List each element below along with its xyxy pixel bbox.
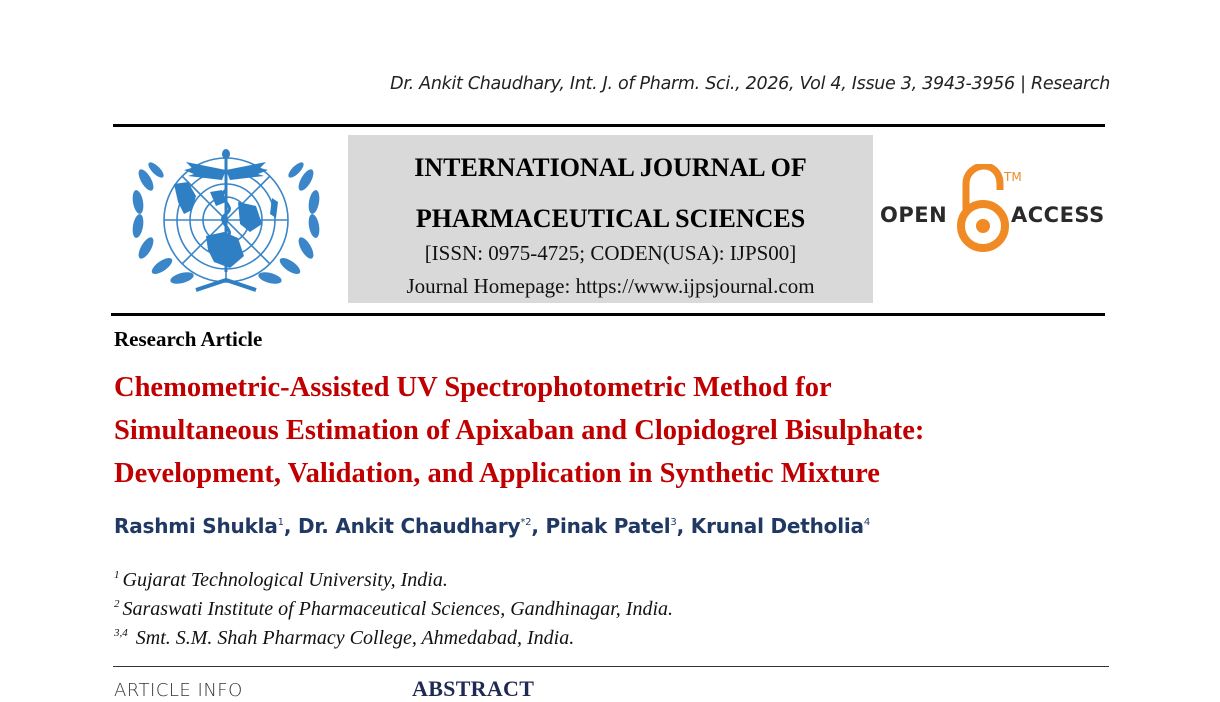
affiliation-text: Smt. S.M. Shah Pharmacy College, Ahmedabad, India.	[130, 627, 575, 649]
author-separator: ,	[676, 514, 691, 538]
author-affiliation-marker: 4	[863, 517, 871, 528]
affiliation-list	[114, 566, 673, 653]
trademark-mark: TM	[1004, 170, 1022, 184]
article-title-line: Development, Validation, and Application in Synthetic Mixture	[114, 458, 880, 489]
affiliation-marker: 2	[114, 598, 120, 610]
affiliation-marker: 3,4	[114, 627, 128, 639]
article-title-line: Simultaneous Estimation of Apixaban and Clopidogrel Bisulphate:	[114, 415, 925, 446]
header-rule-top	[113, 124, 1105, 127]
affiliation-item	[114, 624, 673, 653]
affiliation-item	[114, 595, 673, 624]
author-name[interactable]: Dr. Ankit Chaudhary	[297, 514, 521, 538]
section-divider	[113, 666, 1109, 667]
journal-emblem-icon	[126, 140, 326, 305]
author-name[interactable]: Rashmi Shukla	[114, 514, 278, 538]
affiliation-item	[114, 566, 673, 595]
journal-masthead	[348, 135, 873, 303]
journal-title-line1: INTERNATIONAL JOURNAL OF	[414, 153, 807, 182]
article-title	[114, 366, 1104, 495]
journal-issn: [ISSN: 0975-4725; CODEN(USA): IJPS00]	[424, 241, 797, 265]
author-name[interactable]: Krunal Detholia	[690, 514, 864, 538]
article-info-heading: ARTICLE INFO	[114, 680, 243, 701]
journal-homepage: Journal Homepage: https://www.ijpsjournal.com	[406, 274, 815, 298]
running-header: Dr. Ankit Chaudhary, Int. J. of Pharm. Sci., 2026, Vol 4, Issue 3, 3943-3956 | Research	[390, 74, 1110, 94]
open-lock-icon	[954, 164, 1010, 252]
author-list	[114, 514, 870, 538]
affiliation-marker: 1	[114, 569, 120, 581]
abstract-heading: ABSTRACT	[412, 676, 535, 701]
author-affiliation-marker: 3	[670, 517, 677, 528]
author-name[interactable]: Pinak Patel	[545, 514, 671, 538]
open-access-word-access: ACCESS	[1011, 203, 1105, 227]
affiliation-text: Gujarat Technological University, India.	[122, 569, 448, 591]
author-separator: ,	[283, 514, 298, 538]
journal-title-line2: PHARMACEUTICAL SCIENCES	[415, 204, 806, 233]
author-affiliation-marker: 1	[277, 517, 284, 528]
open-access-word-open: OPEN	[880, 203, 948, 227]
article-title-line: Chemometric-Assisted UV Spectrophotometric Method for	[114, 372, 832, 403]
article-type-label: Research Article	[114, 327, 263, 351]
header-rule-bottom	[111, 313, 1105, 316]
author-affiliation-marker: *2	[520, 517, 532, 528]
author-separator: ,	[531, 514, 546, 538]
affiliation-text: Saraswati Institute of Pharmaceutical Sciences, Gandhinagar, India.	[122, 598, 673, 620]
open-access-logo	[880, 160, 1110, 255]
